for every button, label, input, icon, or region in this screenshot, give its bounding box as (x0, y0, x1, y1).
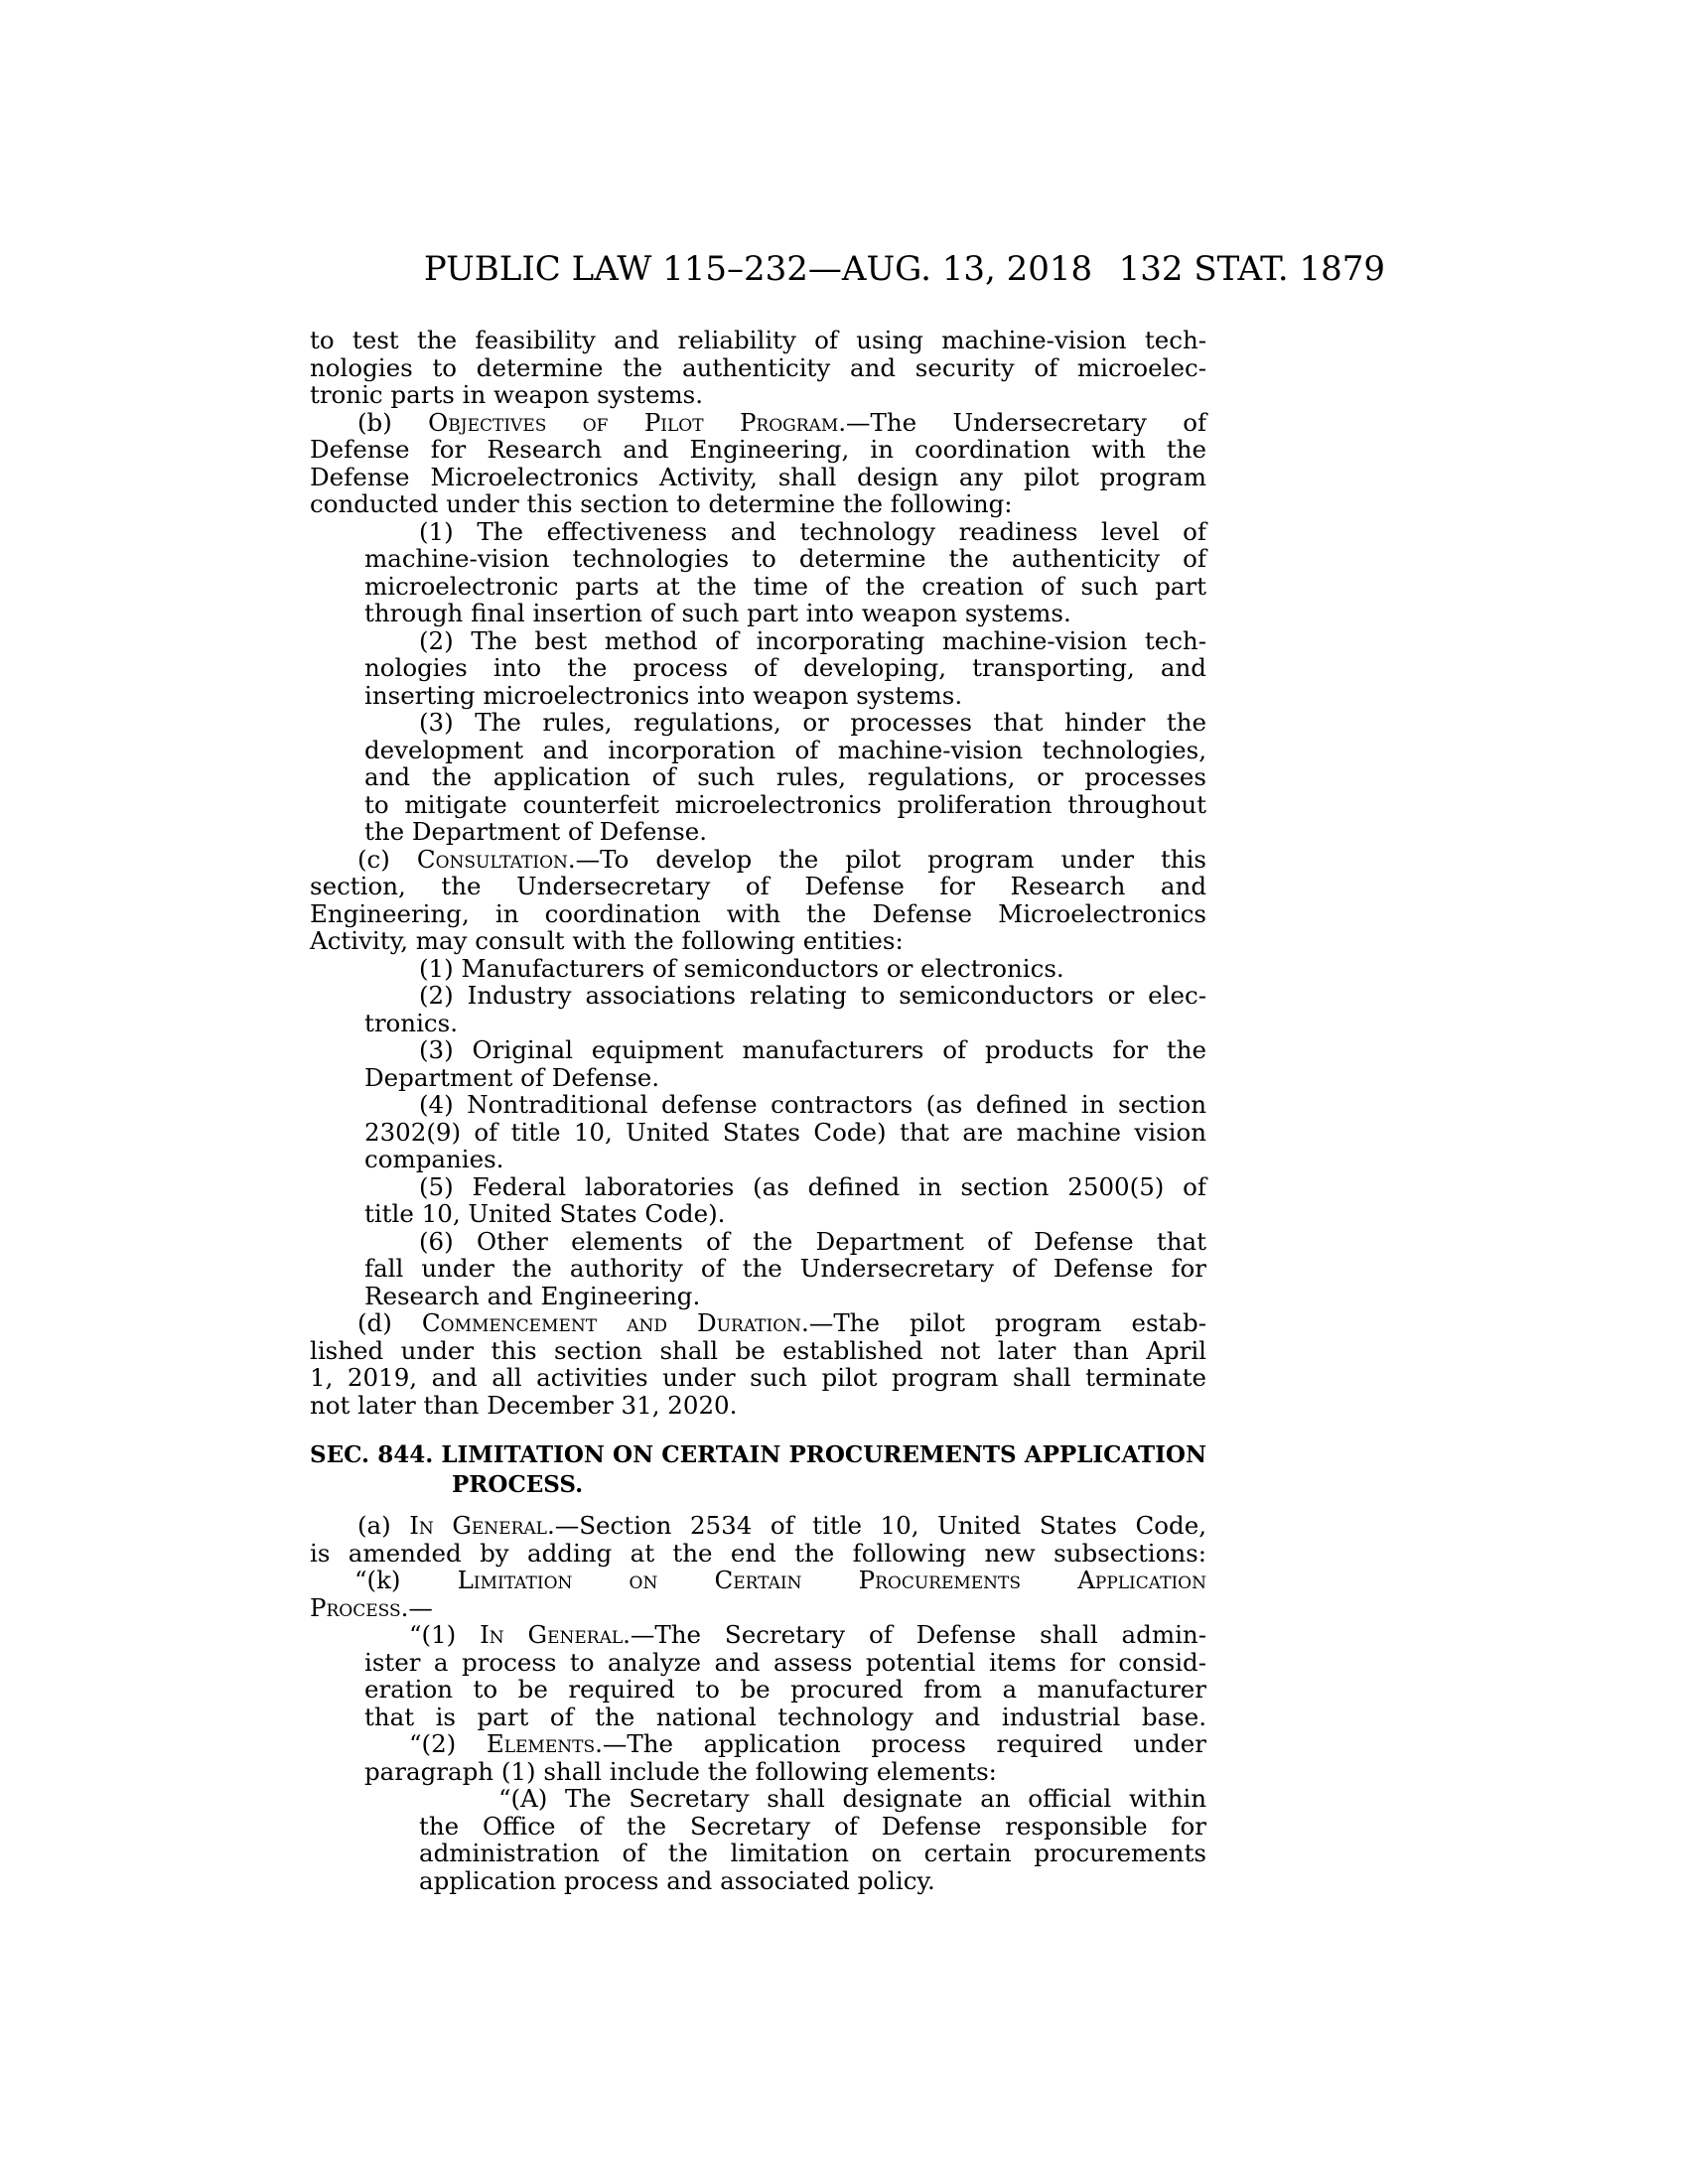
text-segment: .—To develop the pilot program under this (567, 844, 1206, 874)
section-heading-line (310, 1440, 1206, 1470)
text-line (364, 1146, 1206, 1173)
text-segment: (3) Original equipment manufacturers of products for the (419, 1035, 1206, 1064)
text-line (364, 1119, 1206, 1147)
text-segment: PROCESS. (452, 1471, 584, 1498)
text-line (364, 600, 1206, 627)
text-line (364, 791, 1206, 819)
text-segment: tronic parts in weapon systems. (310, 380, 704, 409)
text-line (419, 1173, 1206, 1201)
small-caps-text: Commencement and Duration (421, 1308, 802, 1337)
text-line (364, 1255, 1206, 1283)
text-line (364, 1010, 1206, 1037)
text-line (364, 682, 1206, 710)
text-segment: .—The application process required under (595, 1729, 1206, 1758)
text-segment: (1) Manufacturers of semiconductors or electronics. (419, 953, 1064, 983)
text-line (419, 1867, 1206, 1895)
text-line (409, 1730, 1206, 1758)
text-line (310, 327, 1206, 354)
text-line (419, 1228, 1206, 1256)
text-segment: (6) Other elements of the Department of Defense that (419, 1226, 1206, 1256)
text-line (364, 818, 1206, 846)
text-line (419, 1036, 1206, 1064)
header-stat-number: 132 STAT. 1879 (1118, 249, 1385, 289)
text-segment: .— (400, 1592, 433, 1622)
text-segment: .—The Undersecretary of (838, 407, 1207, 437)
text-line (310, 900, 1206, 928)
text-line (419, 1813, 1206, 1841)
text-segment: nologies to determine the authenticity and security of microelec- (310, 352, 1206, 382)
text-segment: (3) The rules, regulations, or processes that hinder the (419, 708, 1206, 737)
small-caps-text: Elements (486, 1729, 596, 1758)
text-segment: (4) Nontraditional defense contractors (as defined in section (419, 1090, 1206, 1119)
text-line (364, 763, 1206, 791)
text-segment: application process and associated policy. (419, 1865, 935, 1895)
section-heading-line (452, 1470, 1206, 1500)
text-segment: title 10, United States Code). (364, 1199, 726, 1228)
text-line (310, 927, 1206, 955)
text-segment: (2) The best method of incorporating machine-vision tech- (419, 625, 1206, 655)
text-line (419, 518, 1206, 546)
text-segment: development and incorporation of machine-vision technologies, (364, 735, 1206, 764)
text-segment: through final insertion of such part into weapon systems. (364, 599, 1071, 627)
text-line (310, 1540, 1206, 1568)
text-line (310, 354, 1206, 382)
text-segment: “(A) The Secretary shall designate an official within (498, 1784, 1206, 1813)
text-line (419, 627, 1206, 655)
small-caps-text: Objectives of Pilot Program (428, 407, 839, 437)
small-caps-text: Process (310, 1592, 401, 1622)
text-segment: companies. (364, 1145, 504, 1173)
text-segment: to mitigate counterfeit microelectronics proliferation throughout (364, 789, 1206, 819)
text-line (364, 1649, 1206, 1677)
small-caps-text: Consultation (416, 844, 568, 874)
text-line (409, 1621, 1206, 1649)
text-line (419, 1091, 1206, 1119)
text-segment: (c) (357, 844, 417, 874)
text-segment: and the application of such rules, regulations, or processes (364, 762, 1206, 791)
text-line (357, 409, 1206, 437)
text-line (364, 1064, 1206, 1092)
text-segment: 2302(9) of title 10, United States Code) that are machine vision (364, 1117, 1206, 1147)
text-line (364, 737, 1206, 764)
small-caps-text: In General (480, 1620, 624, 1649)
text-segment: fall under the authority of the Undersecretary of Defense for (364, 1254, 1206, 1283)
text-segment: (b) (357, 407, 429, 437)
text-line (310, 464, 1206, 491)
text-segment: tronics. (364, 1008, 459, 1037)
text-segment: inserting microelectronics into weapon systems. (364, 680, 963, 710)
text-segment: paragraph (1) shall include the following elements: (364, 1756, 997, 1786)
text-segment: the Department of Defense. (364, 817, 707, 846)
text-segment: conducted under this section to determine the following: (310, 489, 1013, 518)
text-segment: 1, 2019, and all activities under such pilot program shall terminate (310, 1363, 1206, 1392)
text-segment: (1) The effectiveness and technology readiness level of (419, 516, 1206, 546)
text-segment: eration to be required to be procured from a manufacturer (364, 1675, 1206, 1704)
text-line (364, 1283, 1206, 1310)
text-segment: (5) Federal laboratories (as defined in section 2500(5) of (419, 1171, 1206, 1201)
text-line (354, 1567, 1206, 1594)
header-public-law: PUBLIC LAW 115–232—AUG. 13, 2018 (423, 249, 1093, 289)
text-line (357, 846, 1206, 874)
text-line (310, 1594, 1206, 1622)
text-segment: is amended by adding at the end the following new subsections: (310, 1538, 1206, 1568)
text-line (310, 1337, 1206, 1365)
text-line (310, 381, 1206, 409)
text-segment: ister a process to analyze and assess potential items for consid- (364, 1647, 1206, 1677)
text-line (310, 1364, 1206, 1392)
text-line (310, 490, 1206, 518)
text-line (357, 1512, 1206, 1540)
text-segment: SEC. 844. LIMITATION ON CERTAIN PROCUREMENTS APPLICATION (310, 1441, 1206, 1468)
text-segment: (a) (357, 1511, 410, 1540)
text-line (357, 1309, 1206, 1337)
text-segment: .—Section 2534 of title 10, United States Code, (546, 1511, 1206, 1540)
text-line (419, 982, 1206, 1010)
text-segment: .—The Secretary of Defense shall admin- (623, 1620, 1206, 1649)
text-segment: machine-vision technologies to determine the authenticity of (364, 544, 1206, 573)
text-segment: .—The pilot program estab- (801, 1308, 1206, 1337)
text-line (419, 709, 1206, 737)
text-segment: Defense Microelectronics Activity, shall design any pilot program (310, 462, 1206, 491)
text-segment: lished under this section shall be established not later than April (310, 1335, 1206, 1365)
small-caps-text: Limitation on Certain Procurements Application (457, 1566, 1206, 1594)
text-line (364, 545, 1206, 573)
text-segment: “(1) (409, 1620, 481, 1649)
text-line (364, 1676, 1206, 1704)
text-segment: not later than December 31, 2020. (310, 1390, 738, 1420)
text-line (498, 1785, 1206, 1813)
text-line (310, 436, 1206, 464)
text-segment: “(2) (409, 1729, 487, 1758)
text-line (364, 1758, 1206, 1786)
text-line (364, 654, 1206, 682)
small-caps-text: In General (409, 1511, 547, 1540)
text-line (419, 1840, 1206, 1867)
text-line (310, 1392, 1206, 1420)
text-segment: Engineering, in coordination with the Defense Microelectronics (310, 898, 1206, 928)
text-segment: that is part of the national technology and industrial base. (364, 1702, 1206, 1731)
text-segment: Research and Engineering. (364, 1281, 701, 1310)
text-line (364, 1200, 1206, 1228)
text-segment: the Office of the Secretary of Defense responsible for (419, 1811, 1206, 1841)
text-segment: (2) Industry associations relating to semiconductors or elec- (419, 981, 1206, 1010)
text-segment: section, the Undersecretary of Defense for Research and (310, 872, 1206, 900)
text-segment: microelectronic parts at the time of the creation of such part (364, 571, 1206, 601)
text-line (364, 573, 1206, 601)
text-segment: “(k) (354, 1566, 458, 1594)
text-segment: Department of Defense. (364, 1062, 660, 1092)
text-segment: Activity, may consult with the following entities: (310, 926, 904, 955)
text-segment: (d) (357, 1308, 422, 1337)
text-segment: administration of the limitation on certain procurements (419, 1839, 1206, 1867)
text-segment: to test the feasibility and reliability of using machine-vision tech- (310, 326, 1206, 354)
text-line (310, 873, 1206, 900)
text-line (419, 955, 1206, 983)
statute-text-block (310, 327, 1206, 1894)
text-line (364, 1704, 1206, 1731)
text-segment: Defense for Research and Engineering, in coordination with the (310, 435, 1206, 464)
text-segment: nologies into the process of developing, transporting, and (364, 653, 1206, 682)
